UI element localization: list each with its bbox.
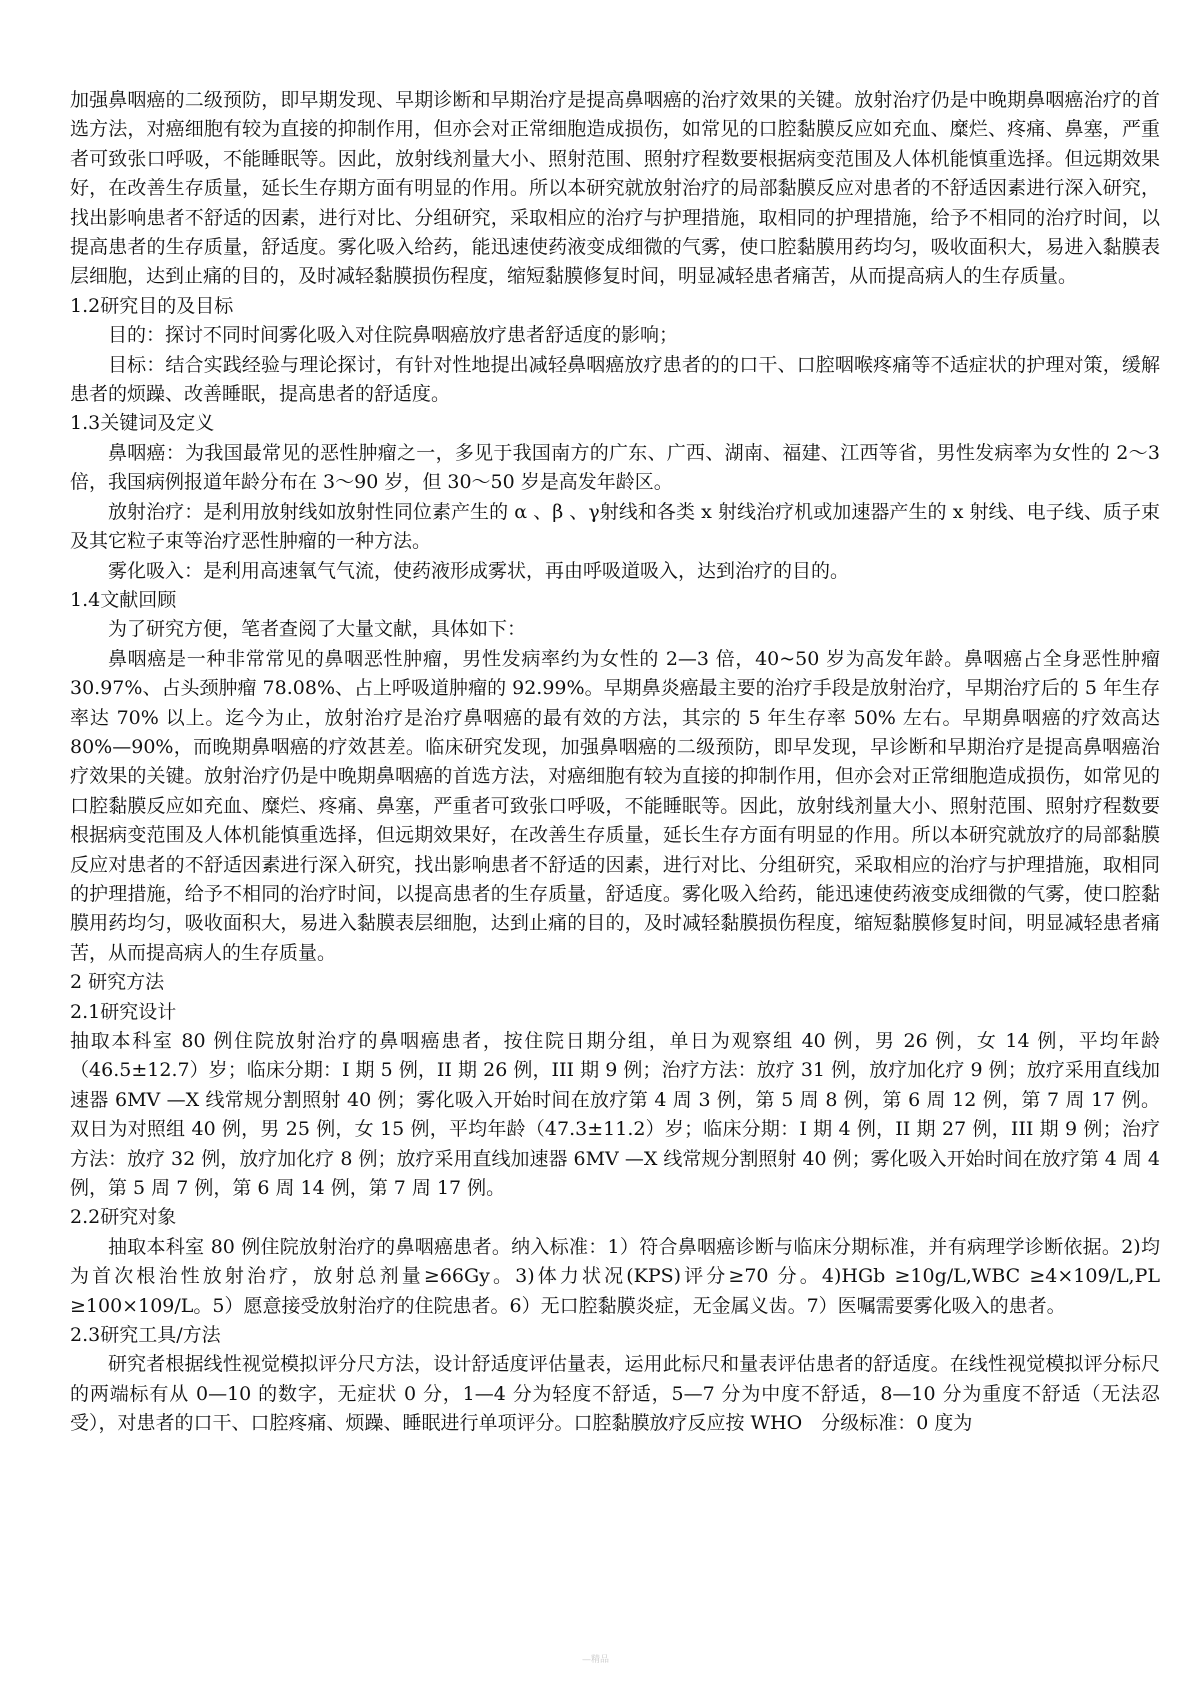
definition-npc-paragraph: 鼻咽癌：为我国最常见的恶性肿瘤之一，多见于我国南方的广东、广西、湖南、福建、江西等省，男性发病率为女性的 2～3 倍，我国病例报道年龄分布在 3～90 岁，但 30～50 岁是高发年龄区。 bbox=[70, 441, 1160, 494]
intro-paragraph: 加强鼻咽癌的二级预防，即早期发现、早期诊断和早期治疗是提高鼻咽癌的治疗效果的关键。放射治疗仍是中晚期鼻咽癌治疗的首选方法，对癌细胞有较为直接的抑制作用，但亦会对正常细胞造成损伤，如常见的口腔黏膜反应如充血、糜烂、疼痛、鼻塞，严重者可致张口呼吸，不能睡眠等。因此，放射线剂量大小、照射范围、照射疗程数要根据病变范围及人体机能慎重选择。但远期效果好，在改善生存质量，延长生存期方面有明显的作用。所以本研究就放射治疗的局部黏膜反应对患者的不舒适因素进行深入研究，找出影响患者不舒适的因素，进行对比、分组研究，采取相应的治疗与护理措施，取相同的护理措施，给予不相同的治疗时间，以提高患者的生存质量，舒适度。雾化吸入给药，能迅速使药液变成细微的气雾，使口腔黏膜用药均匀，吸收面积大，易进入黏膜表层细胞，达到止痛的目的，及时减轻黏膜损伤程度，缩短黏膜修复时间，明显减轻患者痛苦，从而提高病人的生存质量。 bbox=[70, 89, 1160, 288]
section-heading-2-1: 2.1研究设计 bbox=[70, 1000, 177, 1023]
section-heading-1-3: 1.3关键词及定义 bbox=[70, 412, 215, 435]
subjects-paragraph: 抽取本科室 80 例住院放射治疗的鼻咽癌患者。纳入标准：1）符合鼻咽癌诊断与临床分期标准，并有病理学诊断依据。2)均为首次根治性放射治疗，放射总剂量≥66Gy。3)体力状况(KPS)评分≥70 分。4)HGb ≥10g/L,WBC ≥4×109/L,PL ≥100×109/L。5）愿意接受放射治疗的住院患者。6）无口腔黏膜炎症，无金属义齿。7）医嘱需要雾化吸入的患者。 bbox=[70, 1235, 1160, 1317]
document-body bbox=[70, 86, 1160, 1439]
definition-nebulization-paragraph: 雾化吸入：是利用高速氧气气流，使药液形成雾状，再由呼吸道吸入，达到治疗的目的。 bbox=[108, 559, 850, 582]
section-heading-2-3: 2.3研究工具/方法 bbox=[70, 1324, 221, 1347]
definition-radiotherapy-paragraph: 放射治疗：是利用放射线如放射性同位素产生的 α 、β 、γ射线和各类 x 射线治疗机或加速器产生的 x 射线、电子线、质子束及其它粒子束等治疗恶性肿瘤的一种方法。 bbox=[70, 500, 1160, 553]
section-heading-1-2: 1.2研究目的及目标 bbox=[70, 294, 234, 317]
design-paragraph: 抽取本科室 80 例住院放射治疗的鼻咽癌患者，按住院日期分组，单日为观察组 40 例，男 26 例，女 14 例，平均年龄（46.5±12.7）岁；临床分期：I 期 5 例，II 期 26 例，III 期 9 例；治疗方法：放疗 31 例，放疗加化疗 9 例；放疗采用直线加速器 6MV —X 线常规分割照射 40 例；雾化吸入开始时间在放疗第 4 周 3 例，第 5 周 8 例，第 6 周 12 例，第 7 周 17 例。双日为对照组 40 例，男 25 例，女 15 例，平均年龄（47.3±11.2）岁；临床分期：I 期 4 例，II 期 27 例，III 期 9 例；治疗方法：放疗 32 例，放疗加化疗 8 例；放疗采用直线加速器 6MV —X 线常规分割照射 40 例；雾化吸入开始时间在放疗第 4 周 4 例，第 5 周 7 例，第 6 周 14 例，第 7 周 17 例。 bbox=[70, 1030, 1160, 1200]
page-footer: —精品 bbox=[581, 1655, 609, 1665]
section-heading-1-4: 1.4文献回顾 bbox=[70, 588, 177, 611]
tools-paragraph: 研究者根据线性视觉模拟评分尺方法，设计舒适度评估量表，运用此标尺和量表评估患者的舒适度。在线性视觉模拟评分标尺的两端标有从 0—10 的数字，无症状 0 分，1—4 分为轻度不舒适，5—7 分为中度不舒适，8—10 分为重度不舒适（无法忍受），对患者的口干、口腔疼痛、烦躁、睡眠进行单项评分。口腔黏膜放疗反应按 WHO 分级标准：0 度为 bbox=[70, 1353, 1160, 1435]
purpose-paragraph: 目的：探讨不同时间雾化吸入对住院鼻咽癌放疗患者舒适度的影响； bbox=[108, 324, 679, 347]
section-heading-2-2: 2.2研究对象 bbox=[70, 1206, 177, 1229]
goal-paragraph: 目标：结合实践经验与理论探讨，有针对性地提出减轻鼻咽癌放疗患者的的口干、口腔咽喉疼痛等不适症状的护理对策，缓解患者的烦躁、改善睡眠，提高患者的舒适度。 bbox=[70, 353, 1160, 406]
literature-intro-paragraph: 为了研究方便，笔者查阅了大量文献，具体如下： bbox=[108, 618, 527, 641]
literature-body-paragraph: 鼻咽癌是一种非常常见的鼻咽恶性肿瘤，男性发病率约为女性的 2—3 倍，40~50 岁为高发年龄。鼻咽癌占全身恶性肿瘤 30.97%、占头颈肿瘤 78.08%、占上呼吸道肿瘤的 92.99%。早期鼻炎癌最主要的治疗手段是放射治疗，早期治疗后的 5 年生存率达 70% 以上。迄今为止，放射治疗是治疗鼻咽癌的最有效的方法，其宗的 5 年生存率 50% 左右。早期鼻咽癌的疗效高达 80%—90%，而晚期鼻咽癌的疗效甚差。临床研究发现，加强鼻咽癌的二级预防，即早发现，早诊断和早期治疗是提高鼻咽癌治疗效果的关键。放射治疗仍是中晚期鼻咽癌的首选方法，对癌细胞有较为直接的抑制作用，但亦会对正常细胞造成损伤，如常见的口腔黏膜反应如充血、糜烂、疼痛、鼻塞，严重者可致张口呼吸，不能睡眠等。因此，放射线剂量大小、照射范围、照射疗程数要根据病变范围及人体机能慎重选择，但远期效果好，在改善生存质量，延长生存方面有明显的作用。所以本研究就放疗的局部黏膜反应对患者的不舒适因素进行深入研究，找出影响患者不舒适的因素，进行对比、分组研究，采取相应的治疗与护理措施，取相同的护理措施，给予不相同的治疗时间，以提高患者的生存质量，舒适度。雾化吸入给药，能迅速使药液变成细微的气雾，使口腔黏膜用药均匀，吸收面积大，易进入黏膜表层细胞，达到止痛的目的，及时减轻黏膜损伤程度，缩短黏膜修复时间，明显减轻患者痛苦，从而提高病人的生存质量。 bbox=[70, 647, 1160, 964]
section-heading-2: 2 研究方法 bbox=[70, 971, 165, 994]
